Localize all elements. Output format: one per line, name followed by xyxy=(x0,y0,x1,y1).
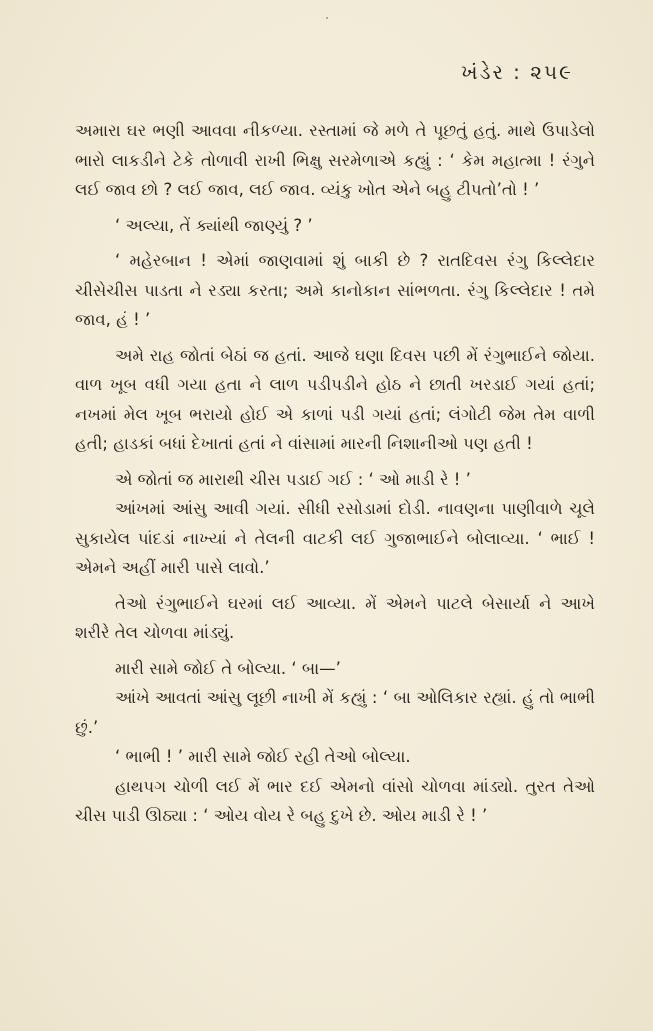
paragraph-6: આંખમાં આંસુ આવી ગયાં. સીધી રસોડામાં દોડી. નાવણના પાણીવાળે ચૂલે સુકાયેલ પાંદડાં નાખ્યાં ને તેલની વાટકી લઈ ગુજાભાઈને બોલાવ્યા. ‘ ભાઈ ! એમને અહીં મારી પાસે લાવો.’ xyxy=(75,499,595,577)
paper-speck xyxy=(326,17,328,19)
paragraph-11: હાથપગ ચોળી લઈ મેં ભાર દઈ એમનો વાંસો ચોળવા માંડ્યો. તુરત તેઓ ચીસ પાડી ઊઠ્યા : ‘ ઓય વોય રે બહુ દુખે છે. ઓય માડી રે ! ’ xyxy=(75,776,595,825)
paragraph-7: તેઓ રંગુભાઈને ઘરમાં લઈ આવ્યા. મેં એમને પાટલે બેસાર્યા ને આખે શરીરે તેલ ચોળવા માંડ્યું. xyxy=(75,593,595,642)
paragraph-9: આંખે આવતાં આંસુ લૂછી નાખી મેં કહ્યું : ‘ બા ઓલિકાર રહ્યાં. હું તો ભાભી છું.’ xyxy=(75,688,595,737)
paragraph-4: અમે રાહ જોતાં બેઠાં જ હતાં. આજે ઘણા દિવસ પછી મેં રંગુભાઈને જોયા. વાળ ખૂબ વધી ગયા હતા ને લાળ પડીપડીને હોઠ ને છાતી ખરડાઈ ગયાં હતાં; નખમાં મેલ ખૂબ ભરાયો હોઈ એ કાળાં પડી ગયાં હતાં; લંગોટી જેમ તેમ વાળી હતી; હાડકાં બધાં દેખાતાં હતાં ને વાંસામાં મારની નિશાનીઓ પણ હતી ! xyxy=(75,345,595,453)
paragraph-5: એ જોતાં જ મારાથી ચીસ પડાઈ ગઈ : ‘ ઓ માડી રે ! ’ xyxy=(115,469,471,489)
paragraph-1: અમારા ઘર ભણી આવવા નીકળ્યા. રસ્તામાં જે મળે તે પૂછતું હતું. માથે ઉપાડેલો ભારો લાકડીને ટેકે તોળાવી રાખી ભિક્ષુ સરમેળાએ કહ્યું : ‘ કેમ મહાત્મા ! રંગુને લઈ જાવ છો ? લઈ જાવ, લઈ જાવ. વ્યંકુ ખોત એને બહુ ટીપતો’તો ! ’ xyxy=(75,121,595,199)
paragraph-8: મારી સામે જોઈ તે બોલ્યા. ‘ બા—’ xyxy=(115,658,341,678)
running-header: ખંડેર : ૨૫૯ xyxy=(461,60,573,84)
page-body xyxy=(75,116,595,831)
paragraph-2: ‘ અલ્યા, તેં ક્યાંથી જાણ્યું ? ’ xyxy=(115,215,313,235)
paragraph-3: ‘ મહેરબાન ! એમાં જાણવામાં શું બાકી છે ? રાતદિવસ રંગુ કિલ્લેદાર ચીસેચીસ પાડતા ને રડ્યા કરતા; અમે કાનોકાન સાંભળતા. રંગુ કિલ્લેદાર ! તમે જાવ, હં ! ’ xyxy=(75,251,595,329)
paragraph-10: ‘ ભાભી ! ’ મારી સામે જોઈ રહી તેઓ બોલ્યા. xyxy=(115,747,411,766)
